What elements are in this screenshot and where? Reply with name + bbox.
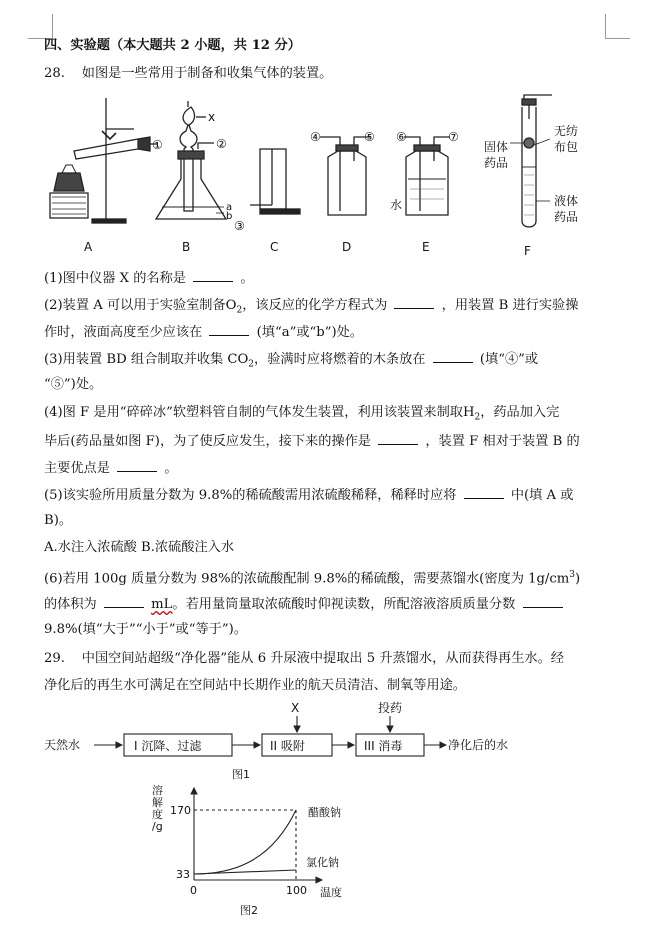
q29-intro-line1 bbox=[44, 650, 634, 668]
q28-p4b: ，药品加入完 bbox=[480, 405, 560, 420]
label-circle-2: ② bbox=[216, 137, 227, 151]
label-water: 水 bbox=[390, 198, 403, 212]
label-cloth-2: 布包 bbox=[554, 140, 579, 154]
q28-p6d: 。若用量筒量取浓硫酸时仰视读数，所配溶液溶质质量分数 bbox=[172, 597, 516, 612]
q28-part4-line2 bbox=[44, 431, 634, 451]
label-circle-3: ③ bbox=[234, 219, 245, 233]
y-label-3: 度 bbox=[152, 808, 163, 821]
q29-number: 29. bbox=[44, 651, 65, 666]
q28-p4f: 。 bbox=[164, 461, 178, 476]
q28-p2c: ，用装置 B 进行实验操 bbox=[441, 298, 579, 313]
apparatus-c bbox=[250, 149, 300, 214]
label-solid-2: 药品 bbox=[484, 156, 509, 170]
answer-blank[interactable] bbox=[193, 268, 233, 282]
apparatus-d bbox=[320, 137, 370, 215]
q29-intro-1: 中国空间站超级“净化器”能从 6 升尿液中提取出 5 升蒸馏水，从而获得再生水。经 bbox=[81, 651, 564, 666]
caption-e: E bbox=[422, 240, 430, 254]
q28-part6-line2 bbox=[44, 594, 634, 614]
q28-p5b: 中(填 A 或 bbox=[510, 488, 574, 503]
flow-step3: III 消毒 bbox=[364, 739, 403, 753]
q28-part6-line3: 9.8%(填“大于”“小于”或“等于”)。 bbox=[44, 622, 247, 637]
q28-part3-line2: “⑤”)处。 bbox=[44, 377, 103, 392]
q28-p2b: ，该反应的化学方程式为 bbox=[242, 298, 388, 313]
label-liquid-1: 液体 bbox=[554, 194, 579, 208]
q28-part5-options: A.水注入浓硫酸 B.浓硫酸注入水 bbox=[44, 540, 235, 555]
answer-blank[interactable] bbox=[523, 594, 563, 608]
y-label-4: /g bbox=[152, 820, 163, 833]
flow-chart-figure bbox=[38, 700, 578, 782]
q28-p3a-sub: 2 bbox=[248, 359, 255, 370]
label-x: x bbox=[208, 110, 216, 124]
flow-drug-label: 投药 bbox=[378, 701, 403, 715]
q28-part5-line2: B)。 bbox=[44, 513, 73, 528]
page-corner-mark bbox=[28, 14, 53, 39]
q28-p6b: 的体积为 bbox=[44, 597, 97, 612]
label-circle-7: ⑦ bbox=[448, 130, 459, 144]
q28-p1-end: 。 bbox=[240, 271, 254, 286]
q28-part4-line1 bbox=[44, 404, 634, 427]
answer-blank[interactable] bbox=[104, 594, 144, 608]
q28-p4a-sub: 2 bbox=[474, 412, 481, 423]
q28-part1 bbox=[44, 268, 634, 288]
flow-input: 天然水 bbox=[44, 738, 81, 752]
nacl-curve bbox=[194, 870, 296, 874]
q28-p5a: (5)该实验所用质量分数为 9.8%的稀硫酸需用浓硫酸稀释，稀释时应将 bbox=[44, 488, 457, 503]
tick-x-100: 100 bbox=[286, 884, 307, 897]
apparatus-e bbox=[404, 137, 450, 215]
q28-p4c: 毕后(药品量如图 F)，为了使反应发生，接下来的操作是 bbox=[44, 434, 371, 449]
q28-p4d: ，装置 F 相对于装置 B 的 bbox=[425, 434, 580, 449]
fig2-caption: 图2 bbox=[240, 904, 258, 917]
label-cloth-1: 无纺 bbox=[554, 124, 579, 138]
fig1-caption: 图1 bbox=[232, 768, 250, 781]
q28-p3b: ，验满时应将燃着的木条放在 bbox=[254, 352, 426, 367]
tick-y-33: 33 bbox=[176, 868, 190, 881]
label-solid-1: 固体 bbox=[484, 140, 509, 154]
q28-intro-text: 如图是一些常用于制备和收集气体的装置。 bbox=[81, 66, 333, 81]
answer-blank[interactable] bbox=[209, 322, 249, 336]
label-b: b bbox=[226, 211, 233, 222]
series-label-acetate: 醋酸钠 bbox=[308, 806, 341, 819]
q28-part4-line3 bbox=[44, 458, 634, 478]
label-liquid-2: 药品 bbox=[554, 210, 579, 224]
label-circle-5: ⑤ bbox=[364, 130, 375, 144]
caption-b: B bbox=[182, 240, 191, 254]
solubility-chart bbox=[150, 782, 370, 922]
q28-p3a: (3)用装置 BD 组合制取并收集 CO bbox=[44, 352, 249, 367]
q28-part2-line1 bbox=[44, 295, 634, 320]
label-circle-6: ⑥ bbox=[396, 130, 407, 144]
acetate-curve bbox=[194, 810, 296, 874]
series-label-nacl: 氯化钠 bbox=[306, 856, 339, 869]
q28-p2d: 作时，液面高度至少应该在 bbox=[44, 325, 203, 340]
q29-intro-line2: 净化后的再生水可满足在空间站中长期作业的航天员清洁、制氧等用途。 bbox=[44, 678, 466, 693]
q28-p2e: (填“a”或“b”)处。 bbox=[256, 325, 363, 340]
q28-p2a-sub: 2 bbox=[236, 305, 243, 316]
y-label-2: 解 bbox=[152, 796, 163, 809]
tick-y-170: 170 bbox=[170, 804, 191, 817]
flow-step2: II 吸附 bbox=[270, 739, 305, 753]
q28-p4a: (4)图 F 是用“碎碎冰”软塑料管自制的气体发生装置，利用该装置来制取H bbox=[44, 405, 475, 420]
q28-intro bbox=[44, 65, 634, 83]
answer-blank[interactable] bbox=[464, 485, 504, 499]
label-circle-1: ① bbox=[152, 138, 163, 152]
apparatus-a bbox=[50, 98, 158, 223]
q28-p6c-unit: mL bbox=[151, 597, 173, 612]
q28-part6-line1 bbox=[44, 566, 634, 588]
q28-part5-line1 bbox=[44, 485, 634, 505]
flow-x-label: X bbox=[291, 701, 300, 715]
x-axis-label: 温度 bbox=[320, 886, 342, 899]
q28-p6a-sup: 3 bbox=[569, 570, 575, 580]
answer-blank[interactable] bbox=[117, 458, 157, 472]
q28-p6a-end: ) bbox=[575, 571, 581, 587]
flow-output: 净化后的水 bbox=[448, 738, 509, 752]
apparatus-figure bbox=[38, 93, 618, 263]
answer-blank[interactable] bbox=[394, 295, 434, 309]
caption-d: D bbox=[342, 240, 352, 254]
caption-f: F bbox=[524, 244, 531, 258]
label-a: a bbox=[226, 202, 233, 213]
q28-part3-line1 bbox=[44, 349, 634, 374]
page-corner-mark bbox=[605, 14, 630, 39]
q28-p6a: (6)若用 100g 质量分数为 98%的浓硫酸配制 9.8%的稀硫酸，需要蒸馏水(密度为 1g/cm bbox=[44, 571, 570, 587]
flow-step1: I 沉降、过滤 bbox=[134, 739, 202, 753]
label-circle-4: ④ bbox=[310, 130, 321, 144]
q28-p4e: 主要优点是 bbox=[44, 461, 110, 476]
q28-p2a: (2)装置 A 可以用于实验室制备O bbox=[44, 298, 237, 313]
q28-p1-text: (1)图中仪器 X 的名称是 bbox=[44, 271, 186, 286]
answer-blank[interactable] bbox=[378, 431, 418, 445]
y-label-1: 溶 bbox=[152, 784, 163, 797]
apparatus-b bbox=[156, 101, 226, 219]
section-header: 四、实验题（本大题共 2 小题，共 12 分） bbox=[44, 38, 301, 53]
tick-x-0: 0 bbox=[190, 884, 197, 897]
answer-blank[interactable] bbox=[433, 349, 473, 363]
q28-number: 28. bbox=[44, 66, 65, 81]
caption-a: A bbox=[84, 240, 93, 254]
caption-c: C bbox=[270, 240, 279, 254]
q28-p3c: (填“④”或 bbox=[479, 352, 539, 367]
q28-part2-line2 bbox=[44, 322, 634, 342]
apparatus-f bbox=[510, 95, 552, 227]
